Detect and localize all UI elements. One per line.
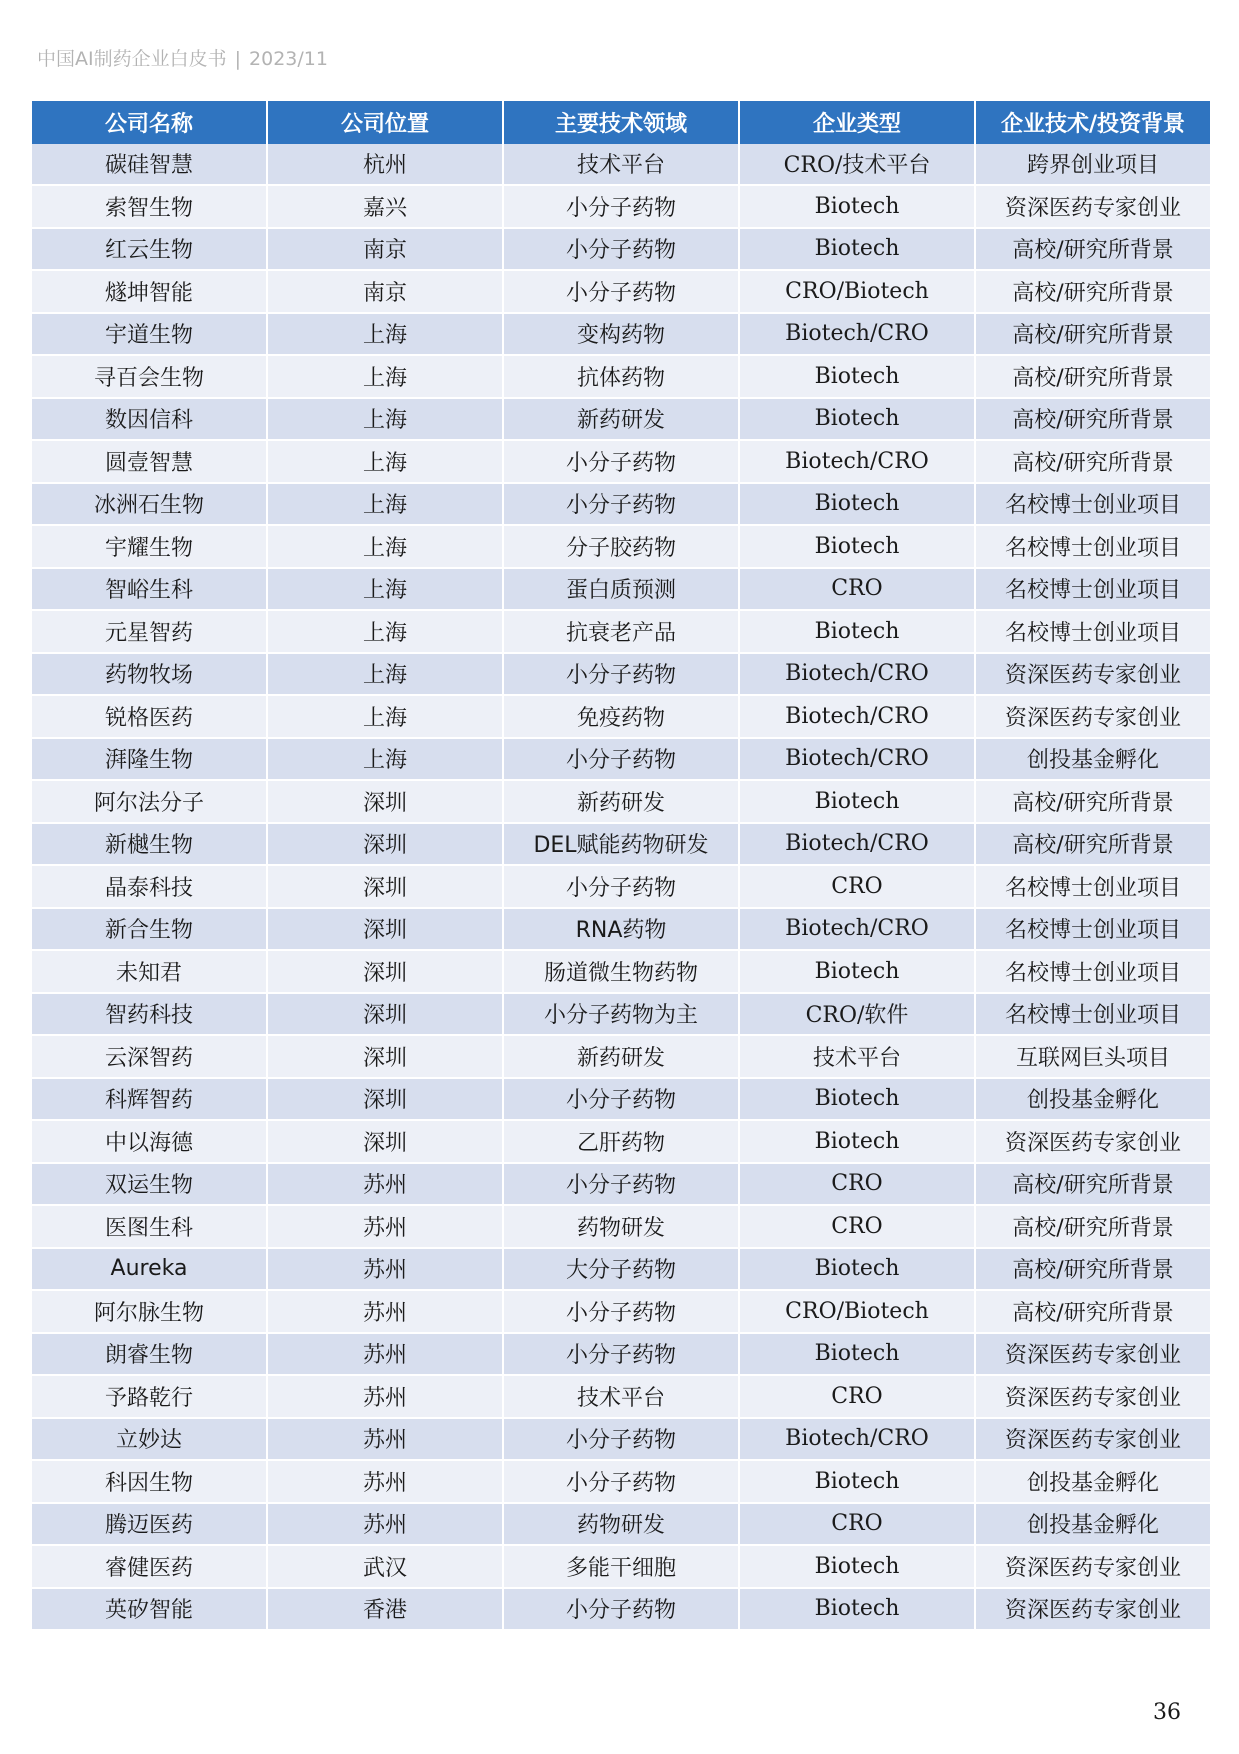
- table-row: [32, 1164, 1210, 1207]
- header-separator: |: [234, 48, 242, 70]
- tech-field-cell: 小分子药物: [504, 1589, 738, 1632]
- company-name-cell: 英矽智能: [32, 1589, 266, 1632]
- company-type-cell: Biotech: [740, 484, 974, 527]
- tech-field-cell: 小分子药物: [504, 271, 738, 314]
- tech-field-cell: 小分子药物: [504, 1419, 738, 1462]
- background-cell: 高校/研究所背景: [976, 229, 1210, 272]
- background-cell: 创投基金孵化: [976, 1079, 1210, 1122]
- background-cell: 创投基金孵化: [976, 1461, 1210, 1504]
- location-cell: 上海: [268, 654, 502, 697]
- tech-field-cell: 大分子药物: [504, 1249, 738, 1292]
- company-name-cell: 医图生科: [32, 1206, 266, 1249]
- tech-field-cell: 药物研发: [504, 1504, 738, 1547]
- tech-field-cell: 小分子药物: [504, 1291, 738, 1334]
- document-date: 2023/11: [249, 48, 328, 70]
- company-type-cell: CRO: [740, 1206, 974, 1249]
- table-row: [32, 569, 1210, 612]
- tech-field-cell: 小分子药物: [504, 1164, 738, 1207]
- table-row: [32, 909, 1210, 952]
- background-cell: 资深医药专家创业: [976, 1376, 1210, 1419]
- tech-field-cell: 小分子药物: [504, 441, 738, 484]
- tech-field-cell: 新药研发: [504, 781, 738, 824]
- table-header-row: [32, 101, 1210, 144]
- background-cell: 高校/研究所背景: [976, 1249, 1210, 1292]
- location-cell: 上海: [268, 441, 502, 484]
- background-cell: 互联网巨头项目: [976, 1036, 1210, 1079]
- company-name-cell: 予路乾行: [32, 1376, 266, 1419]
- location-cell: 苏州: [268, 1164, 502, 1207]
- table-row: [32, 271, 1210, 314]
- table-row: [32, 1121, 1210, 1164]
- location-cell: 嘉兴: [268, 186, 502, 229]
- location-cell: 深圳: [268, 951, 502, 994]
- company-name-cell: 阿尔脉生物: [32, 1291, 266, 1334]
- location-cell: 深圳: [268, 1121, 502, 1164]
- company-name-cell: 索智生物: [32, 186, 266, 229]
- background-cell: 高校/研究所背景: [976, 399, 1210, 442]
- tech-field-cell: 肠道微生物药物: [504, 951, 738, 994]
- tech-field-cell: 小分子药物: [504, 484, 738, 527]
- company-name-cell: 智药科技: [32, 994, 266, 1037]
- company-type-cell: CRO: [740, 569, 974, 612]
- tech-field-cell: 小分子药物: [504, 1461, 738, 1504]
- company-type-cell: Biotech/CRO: [740, 696, 974, 739]
- company-type-cell: Biotech: [740, 781, 974, 824]
- table-row: [32, 1036, 1210, 1079]
- tech-field-cell: 乙肝药物: [504, 1121, 738, 1164]
- tech-field-cell: 技术平台: [504, 144, 738, 187]
- company-name-cell: 立妙达: [32, 1419, 266, 1462]
- company-name-cell: 红云生物: [32, 229, 266, 272]
- company-type-cell: Biotech/CRO: [740, 1419, 974, 1462]
- company-name-cell: 未知君: [32, 951, 266, 994]
- table-row: [32, 484, 1210, 527]
- table-row: [32, 1249, 1210, 1292]
- table-row: [32, 1079, 1210, 1122]
- company-name-cell: 中以海德: [32, 1121, 266, 1164]
- location-cell: 南京: [268, 271, 502, 314]
- background-cell: 创投基金孵化: [976, 739, 1210, 782]
- company-name-cell: 智峪生科: [32, 569, 266, 612]
- company-type-cell: Biotech: [740, 1461, 974, 1504]
- company-type-cell: Biotech: [740, 356, 974, 399]
- column-header: 主要技术领域: [504, 101, 738, 144]
- company-name-cell: 朗睿生物: [32, 1334, 266, 1377]
- background-cell: 高校/研究所背景: [976, 271, 1210, 314]
- company-name-cell: 圆壹智慧: [32, 441, 266, 484]
- table-row: [32, 356, 1210, 399]
- location-cell: 深圳: [268, 824, 502, 867]
- tech-field-cell: 新药研发: [504, 399, 738, 442]
- background-cell: 资深医药专家创业: [976, 186, 1210, 229]
- table-body: [32, 144, 1210, 1632]
- tech-field-cell: 小分子药物为主: [504, 994, 738, 1037]
- tech-field-cell: 小分子药物: [504, 186, 738, 229]
- background-cell: 资深医药专家创业: [976, 1419, 1210, 1462]
- background-cell: 跨界创业项目: [976, 144, 1210, 187]
- company-type-cell: Biotech: [740, 1249, 974, 1292]
- background-cell: 高校/研究所背景: [976, 1164, 1210, 1207]
- tech-field-cell: 变构药物: [504, 314, 738, 357]
- company-name-cell: 睿健医药: [32, 1546, 266, 1589]
- background-cell: 资深医药专家创业: [976, 1334, 1210, 1377]
- location-cell: 苏州: [268, 1291, 502, 1334]
- background-cell: 高校/研究所背景: [976, 1206, 1210, 1249]
- company-name-cell: 阿尔法分子: [32, 781, 266, 824]
- table-row: [32, 994, 1210, 1037]
- company-type-cell: Biotech: [740, 399, 974, 442]
- table-row: [32, 1334, 1210, 1377]
- background-cell: 名校博士创业项目: [976, 526, 1210, 569]
- running-header: [37, 44, 328, 71]
- company-name-cell: 新合生物: [32, 909, 266, 952]
- company-name-cell: 科辉智药: [32, 1079, 266, 1122]
- table-row: [32, 696, 1210, 739]
- background-cell: 名校博士创业项目: [976, 484, 1210, 527]
- company-type-cell: 技术平台: [740, 1036, 974, 1079]
- location-cell: 香港: [268, 1589, 502, 1632]
- company-name-cell: 新樾生物: [32, 824, 266, 867]
- location-cell: 深圳: [268, 1079, 502, 1122]
- tech-field-cell: 小分子药物: [504, 866, 738, 909]
- company-type-cell: CRO: [740, 1376, 974, 1419]
- tech-field-cell: 多能干细胞: [504, 1546, 738, 1589]
- company-table: [32, 101, 1210, 1631]
- company-type-cell: Biotech: [740, 1589, 974, 1632]
- tech-field-cell: RNA药物: [504, 909, 738, 952]
- company-name-cell: 云深智药: [32, 1036, 266, 1079]
- background-cell: 高校/研究所背景: [976, 781, 1210, 824]
- company-name-cell: Aureka: [32, 1249, 266, 1292]
- tech-field-cell: 新药研发: [504, 1036, 738, 1079]
- background-cell: 资深医药专家创业: [976, 696, 1210, 739]
- table-row: [32, 441, 1210, 484]
- tech-field-cell: 小分子药物: [504, 1079, 738, 1122]
- table-row: [32, 186, 1210, 229]
- background-cell: 名校博士创业项目: [976, 569, 1210, 612]
- company-type-cell: CRO/Biotech: [740, 271, 974, 314]
- location-cell: 上海: [268, 356, 502, 399]
- table-row: [32, 1504, 1210, 1547]
- location-cell: 南京: [268, 229, 502, 272]
- company-type-cell: Biotech: [740, 1334, 974, 1377]
- location-cell: 上海: [268, 526, 502, 569]
- table-row: [32, 739, 1210, 782]
- company-type-cell: Biotech/CRO: [740, 654, 974, 697]
- company-type-cell: Biotech: [740, 186, 974, 229]
- company-type-cell: Biotech/CRO: [740, 909, 974, 952]
- company-type-cell: Biotech/CRO: [740, 824, 974, 867]
- company-name-cell: 科因生物: [32, 1461, 266, 1504]
- company-name-cell: 元星智药: [32, 611, 266, 654]
- background-cell: 创投基金孵化: [976, 1504, 1210, 1547]
- column-header: 企业技术/投资背景: [976, 101, 1210, 144]
- background-cell: 名校博士创业项目: [976, 909, 1210, 952]
- company-name-cell: 湃隆生物: [32, 739, 266, 782]
- location-cell: 深圳: [268, 909, 502, 952]
- location-cell: 上海: [268, 484, 502, 527]
- table-row: [32, 1589, 1210, 1632]
- location-cell: 苏州: [268, 1206, 502, 1249]
- background-cell: 名校博士创业项目: [976, 611, 1210, 654]
- background-cell: 名校博士创业项目: [976, 866, 1210, 909]
- company-type-cell: Biotech/CRO: [740, 739, 974, 782]
- table-row: [32, 1206, 1210, 1249]
- tech-field-cell: 抗体药物: [504, 356, 738, 399]
- company-type-cell: CRO: [740, 1504, 974, 1547]
- company-type-cell: Biotech: [740, 1079, 974, 1122]
- table-row: [32, 314, 1210, 357]
- company-name-cell: 冰洲石生物: [32, 484, 266, 527]
- tech-field-cell: 小分子药物: [504, 739, 738, 782]
- location-cell: 苏州: [268, 1376, 502, 1419]
- table-row: [32, 866, 1210, 909]
- column-header: 企业类型: [740, 101, 974, 144]
- company-type-cell: Biotech: [740, 1121, 974, 1164]
- table-row: [32, 1419, 1210, 1462]
- background-cell: 资深医药专家创业: [976, 1589, 1210, 1632]
- location-cell: 深圳: [268, 866, 502, 909]
- background-cell: 资深医药专家创业: [976, 654, 1210, 697]
- location-cell: 上海: [268, 611, 502, 654]
- tech-field-cell: 药物研发: [504, 1206, 738, 1249]
- table-row: [32, 144, 1210, 187]
- column-header: 公司名称: [32, 101, 266, 144]
- company-type-cell: CRO: [740, 866, 974, 909]
- table-row: [32, 399, 1210, 442]
- table-row: [32, 1461, 1210, 1504]
- company-name-cell: 宇耀生物: [32, 526, 266, 569]
- column-header: 公司位置: [268, 101, 502, 144]
- tech-field-cell: 分子胶药物: [504, 526, 738, 569]
- background-cell: 资深医药专家创业: [976, 1121, 1210, 1164]
- background-cell: 高校/研究所背景: [976, 356, 1210, 399]
- location-cell: 杭州: [268, 144, 502, 187]
- location-cell: 苏州: [268, 1334, 502, 1377]
- table-row: [32, 611, 1210, 654]
- company-type-cell: Biotech: [740, 1546, 974, 1589]
- background-cell: 名校博士创业项目: [976, 951, 1210, 994]
- table-row: [32, 824, 1210, 867]
- company-name-cell: 腾迈医药: [32, 1504, 266, 1547]
- table-row: [32, 526, 1210, 569]
- location-cell: 深圳: [268, 994, 502, 1037]
- location-cell: 深圳: [268, 781, 502, 824]
- company-type-cell: Biotech: [740, 526, 974, 569]
- tech-field-cell: DEL赋能药物研发: [504, 824, 738, 867]
- company-name-cell: 数因信科: [32, 399, 266, 442]
- tech-field-cell: 小分子药物: [504, 1334, 738, 1377]
- company-name-cell: 宇道生物: [32, 314, 266, 357]
- location-cell: 上海: [268, 569, 502, 612]
- company-name-cell: 寻百会生物: [32, 356, 266, 399]
- company-type-cell: CRO/Biotech: [740, 1291, 974, 1334]
- company-type-cell: Biotech: [740, 229, 974, 272]
- tech-field-cell: 小分子药物: [504, 654, 738, 697]
- background-cell: 高校/研究所背景: [976, 824, 1210, 867]
- document-title: 中国AI制药企业白皮书: [37, 48, 227, 70]
- background-cell: 高校/研究所背景: [976, 1291, 1210, 1334]
- company-name-cell: 锐格医药: [32, 696, 266, 739]
- company-type-cell: CRO/软件: [740, 994, 974, 1037]
- location-cell: 上海: [268, 399, 502, 442]
- location-cell: 上海: [268, 739, 502, 782]
- tech-field-cell: 小分子药物: [504, 229, 738, 272]
- location-cell: 苏州: [268, 1419, 502, 1462]
- company-type-cell: CRO: [740, 1164, 974, 1207]
- company-name-cell: 药物牧场: [32, 654, 266, 697]
- background-cell: 名校博士创业项目: [976, 994, 1210, 1037]
- company-name-cell: 燧坤智能: [32, 271, 266, 314]
- location-cell: 苏州: [268, 1461, 502, 1504]
- tech-field-cell: 技术平台: [504, 1376, 738, 1419]
- table-row: [32, 654, 1210, 697]
- location-cell: 上海: [268, 314, 502, 357]
- company-type-cell: Biotech/CRO: [740, 314, 974, 357]
- location-cell: 苏州: [268, 1249, 502, 1292]
- company-type-cell: CRO/技术平台: [740, 144, 974, 187]
- company-name-cell: 双运生物: [32, 1164, 266, 1207]
- background-cell: 资深医药专家创业: [976, 1546, 1210, 1589]
- location-cell: 上海: [268, 696, 502, 739]
- location-cell: 武汉: [268, 1546, 502, 1589]
- tech-field-cell: 抗衰老产品: [504, 611, 738, 654]
- company-type-cell: Biotech: [740, 951, 974, 994]
- tech-field-cell: 免疫药物: [504, 696, 738, 739]
- table-row: [32, 781, 1210, 824]
- company-type-cell: Biotech: [740, 611, 974, 654]
- table-row: [32, 229, 1210, 272]
- company-type-cell: Biotech/CRO: [740, 441, 974, 484]
- company-name-cell: 晶泰科技: [32, 866, 266, 909]
- table-row: [32, 951, 1210, 994]
- background-cell: 高校/研究所背景: [976, 314, 1210, 357]
- table-row: [32, 1546, 1210, 1589]
- location-cell: 深圳: [268, 1036, 502, 1079]
- location-cell: 苏州: [268, 1504, 502, 1547]
- background-cell: 高校/研究所背景: [976, 441, 1210, 484]
- page-number: 36: [1153, 1700, 1181, 1725]
- tech-field-cell: 蛋白质预测: [504, 569, 738, 612]
- table-row: [32, 1376, 1210, 1419]
- company-name-cell: 碳硅智慧: [32, 144, 266, 187]
- table-row: [32, 1291, 1210, 1334]
